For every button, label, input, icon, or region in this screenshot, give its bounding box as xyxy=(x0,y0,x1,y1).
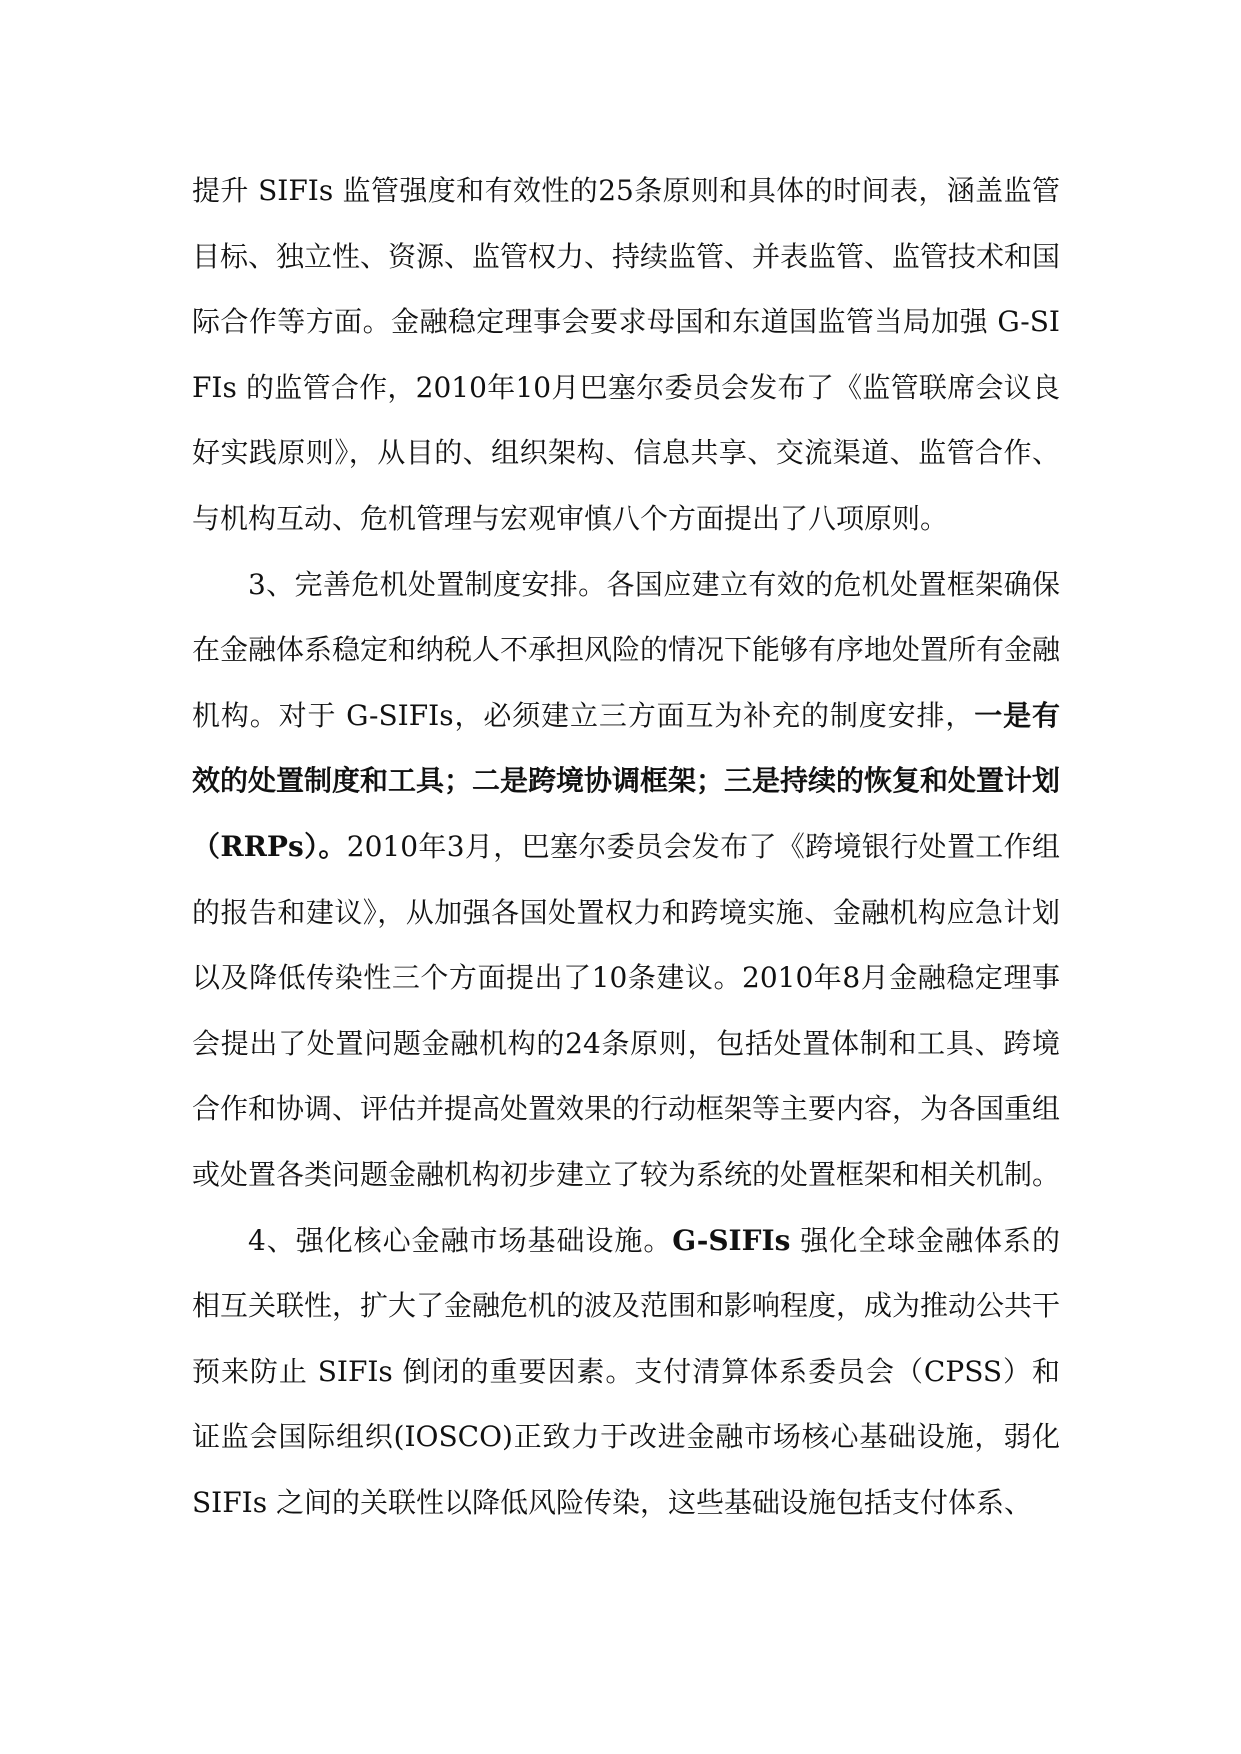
paragraph-market-infrastructure xyxy=(192,1208,1060,1536)
paragraph-text: 4、强化核心金融市场基础设施。 xyxy=(248,1223,673,1257)
paragraph-text: 强化全球金融体系的相互关联性，扩大了金融危机的波及范围和影响程度，成为推动公共干预来防止 SIFIs 倒闭的重要因素。支付清算体系委员会（CPSS）和证监会国际组织(IOSCO)正致力于改进金融市场核心基础设施，弱化 SIFIs 之间的关联性以降低风险传染，这些基础设施包括支付体系、 xyxy=(192,1223,1061,1519)
document-body xyxy=(192,158,1060,1535)
paragraph-crisis-resolution xyxy=(192,552,1060,1208)
paragraph-text: 2010年3月，巴塞尔委员会发布了《跨境银行处置工作组的报告和建议》，从加强各国处置权力和跨境实施、金融机构应急计划以及降低传染性三个方面提出了10条建议。2010年8月金融稳定理事会提出了处置问题金融机构的24条原则，包括处置体制和工具、跨境合作和协调、评估并提高处置效果的行动框架等主要内容，为各国重组或处置各类问题金融机构初步建立了较为系统的处置框架和相关机制。 xyxy=(192,829,1061,1191)
paragraph-supervision-principles xyxy=(192,158,1060,552)
paragraph-text: 3、完善危机处置制度安排。各国应建立有效的危机处置框架确保在金融体系稳定和纳税人不承担风险的情况下能够有序地处置所有金融机构。对于 G-SIFIs，必须建立三方面互为补充的制度安排， xyxy=(192,567,1061,732)
paragraph-bold-text: G-SIFIs xyxy=(672,1223,791,1257)
paragraph-bold-text: 一是有效的处置制度和工具；二是跨境协调框架；三是持续的恢复和处置计划（RRPs）。 xyxy=(192,698,1061,863)
paragraph-text: 提升 SIFIs 监管强度和有效性的25条原则和具体的时间表，涵盖监管目标、独立性、资源、监管权力、持续监管、并表监管、监管技术和国际合作等方面。金融稳定理事会要求母国和东道国监管当局加强 G-SIFIs 的监管合作，2010年10月巴塞尔委员会发布了《监管联席会议良好实践原则》，从目的、组织架构、信息共享、交流渠道、监管合作、与机构互动、危机管理与宏观审慎八个方面提出了八项原则。 xyxy=(192,174,1061,535)
